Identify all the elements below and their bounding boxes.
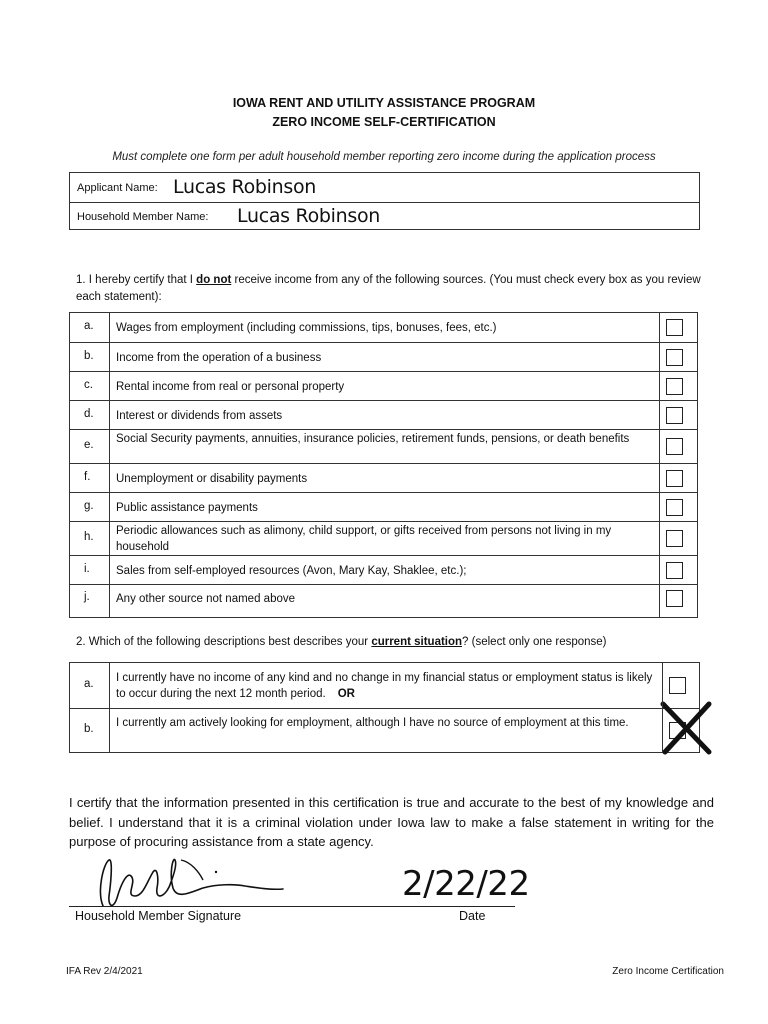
- table-row: [70, 663, 699, 708]
- checkbox[interactable]: [666, 438, 683, 455]
- row-description: [116, 670, 655, 702]
- household-member-row: [70, 202, 699, 231]
- checkbox[interactable]: [666, 378, 683, 395]
- row-description: [116, 379, 652, 395]
- row-description-text: Wages from employment (including commissions, tips, bonuses, fees, etc.): [116, 321, 497, 334]
- signature-line: [69, 906, 515, 907]
- household-member-label: Household Member Name:: [77, 211, 209, 223]
- x-mark-icon: [657, 698, 717, 758]
- row-description: [116, 563, 652, 579]
- row-description: [116, 431, 652, 447]
- section2-intro-text: 2. Which of the following descriptions best describes your: [76, 636, 372, 648]
- row-description-text: Any other source not named above: [116, 593, 296, 605]
- section1-intro-text-end: receive income from any of the following sources. (You must check every box as you review each statement):: [76, 274, 701, 303]
- row-letter: i.: [84, 562, 90, 575]
- form-instructions: Must complete one form per adult household member reporting zero income during the application process: [112, 151, 656, 163]
- row-description-text: I currently have no income of any kind and no change in my financial status or employment status is likely to occur during the next 12 month period.: [116, 671, 653, 700]
- table-row: [70, 521, 697, 555]
- checkbox[interactable]: [669, 677, 686, 694]
- form-title: IOWA RENT AND UTILITY ASSISTANCE PROGRAM: [232, 96, 536, 110]
- row-description: [116, 715, 655, 731]
- row-description: [116, 591, 652, 607]
- table-row: [70, 555, 697, 584]
- row-letter: e.: [84, 439, 94, 451]
- row-suffix: OR: [337, 687, 355, 700]
- row-description-text: Income from the operation of a business: [116, 351, 322, 364]
- checkbox[interactable]: [666, 407, 683, 424]
- form-subtitle: ZERO INCOME SELF-CERTIFICATION: [272, 115, 496, 129]
- table-row: [70, 313, 697, 342]
- section2-intro-emphasis: current situation: [371, 636, 463, 648]
- row-letter: j.: [84, 591, 90, 603]
- row-letter: h.: [84, 531, 94, 543]
- certification-statement: I certify that the information presented in this certification is true and accurate to the best of my knowledge and belief. I understand that it is a criminal violation under Iowa law to make a false statement in writing for the purpose of procuring assistance from a state agency.: [69, 795, 714, 849]
- row-letter: b.: [84, 723, 94, 735]
- row-letter: c.: [84, 378, 93, 391]
- checkbox[interactable]: [666, 349, 683, 366]
- current-situation-table: [69, 662, 700, 753]
- applicant-name-field[interactable]: Lucas Robinson: [173, 176, 317, 198]
- date-label: Date: [459, 909, 486, 923]
- table-row: [70, 584, 697, 612]
- section1-intro-emphasis: do not: [196, 274, 232, 286]
- section2-intro: [76, 634, 702, 651]
- row-description: [116, 408, 652, 424]
- footer-revision: IFA Rev 2/4/2021: [66, 966, 143, 977]
- row-description: [116, 350, 652, 366]
- table-row: [70, 492, 697, 521]
- checkbox[interactable]: [666, 470, 683, 487]
- row-letter: d.: [84, 407, 94, 420]
- table-row: [70, 463, 697, 492]
- row-letter: a.: [84, 677, 94, 690]
- applicant-name-row: [70, 173, 699, 201]
- table-row: [70, 400, 697, 429]
- row-description: [116, 320, 652, 336]
- checkbox[interactable]: [666, 319, 683, 336]
- table-divider: [659, 313, 660, 617]
- checkbox[interactable]: [666, 499, 683, 516]
- section1-intro-text: 1. I hereby certify that I: [76, 274, 197, 286]
- applicant-name-label: Applicant Name:: [77, 182, 158, 194]
- row-description: [116, 500, 652, 516]
- table-row: [70, 371, 697, 400]
- row-description-text: Rental income from real or personal property: [116, 380, 345, 393]
- row-description-text: Interest or dividends from assets: [116, 409, 283, 422]
- row-letter: g.: [84, 499, 94, 512]
- section1-intro: [76, 272, 702, 306]
- row-description-text: Periodic allowances such as alimony, child support, or gifts received from persons not living in my household: [116, 525, 612, 553]
- row-description: [116, 523, 652, 555]
- row-description-text: Public assistance payments: [116, 501, 258, 514]
- checkbox[interactable]: [666, 562, 683, 579]
- household-member-field[interactable]: Lucas Robinson: [237, 205, 381, 227]
- table-divider: [109, 663, 110, 752]
- date-field[interactable]: 2/22/22: [402, 864, 530, 904]
- table-row: [70, 708, 699, 752]
- row-letter: b.: [84, 349, 94, 362]
- row-description-text: I currently am actively looking for employment, although I have no source of employment at this time.: [116, 717, 629, 729]
- row-letter: f.: [84, 470, 91, 483]
- row-description-text: Social Security payments, annuities, insurance policies, retirement funds, pensions, or death benefits: [116, 433, 630, 445]
- income-sources-table: [69, 312, 698, 618]
- applicant-info-box: [69, 172, 700, 230]
- table-row: [70, 342, 697, 371]
- signature-label: Household Member Signature: [75, 909, 242, 923]
- section2-intro-text-end: ? (select only one response): [462, 636, 607, 648]
- checkbox[interactable]: [666, 590, 683, 607]
- row-description-text: Sales from self-employed resources (Avon, Mary Kay, Shaklee, etc.);: [116, 564, 467, 577]
- row-description: [116, 471, 652, 487]
- footer-form-name: Zero Income Certification: [612, 966, 724, 977]
- table-row: [70, 429, 697, 463]
- row-letter: a.: [84, 319, 94, 332]
- table-divider: [662, 663, 663, 752]
- table-divider: [109, 313, 110, 617]
- row-description-text: Unemployment or disability payments: [116, 472, 308, 485]
- checkbox[interactable]: [666, 530, 683, 547]
